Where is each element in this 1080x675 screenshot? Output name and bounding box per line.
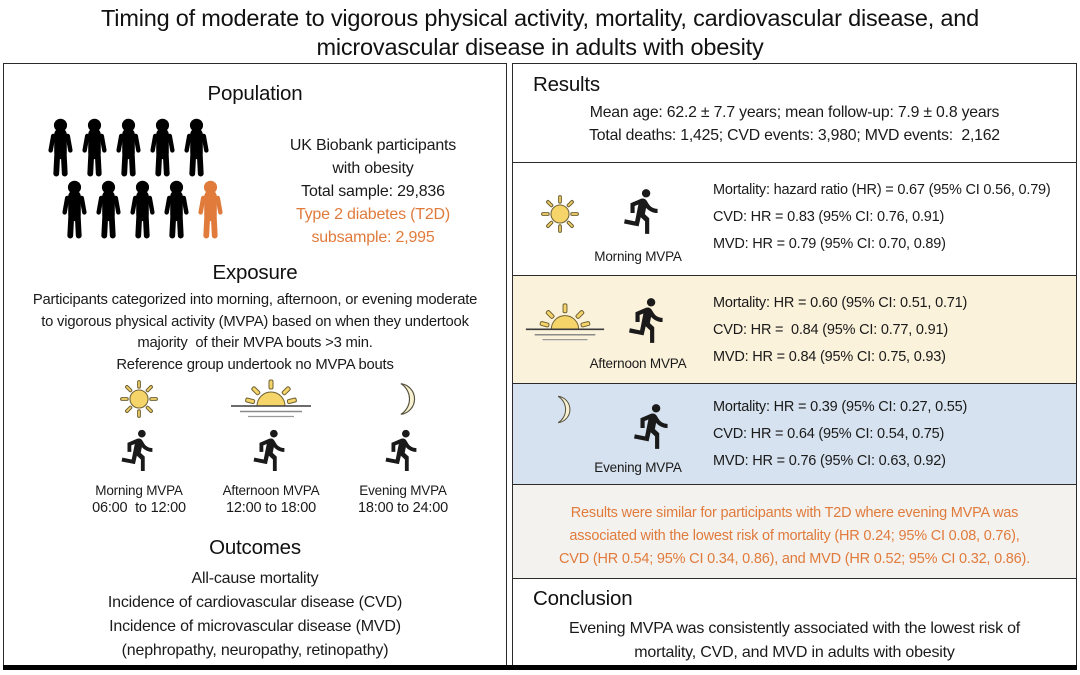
conclusion-heading: Conclusion xyxy=(533,587,633,611)
exposure-line: Participants categorized into morning, afternoon, or evening moderate xyxy=(32,292,478,308)
person-icon xyxy=(182,118,211,178)
outcomes-heading: Outcomes xyxy=(209,536,301,559)
hr-line: Mortality: hazard ratio (HR) = 0.67 (95% CI 0.56, 0.79) xyxy=(713,182,1051,199)
moon-icon xyxy=(388,381,418,417)
sunset-icon xyxy=(521,300,609,345)
pictogram-row-2 xyxy=(60,180,225,240)
hr-line: CVD: HR = 0.64 (95% CI: 0.54, 0.75) xyxy=(713,426,945,443)
t2d-note-line: associated with the lowest risk of mortality (HR 0.24; 95% CI 0.08, 0.76), xyxy=(569,528,1020,545)
results-summary-line: Mean age: 62.2 ± 7.7 years; mean follow-up: 7.9 ± 0.8 years xyxy=(589,104,1000,121)
conclusion-line: Evening MVPA was consistently associated with the lowest risk of xyxy=(568,620,1021,638)
runner-icon xyxy=(380,426,426,474)
title-line-1: Timing of moderate to vigorous physical activity, mortality, cardiovascular disease, and xyxy=(101,5,979,31)
outcome-line: All-cause mortality xyxy=(191,570,319,587)
results-panel xyxy=(512,63,1077,666)
figure-bottom-border xyxy=(3,665,1077,670)
period-evening xyxy=(337,376,469,516)
person-icon xyxy=(46,118,75,178)
sun-icon xyxy=(539,193,581,235)
sun-icon xyxy=(118,378,160,420)
hr-line: MVD: HR = 0.76 (95% CI: 0.63, 0.92) xyxy=(713,453,946,470)
hazard-ratio-lines xyxy=(713,290,1068,371)
hr-line: MVD: HR = 0.84 (95% CI: 0.75, 0.93) xyxy=(713,348,946,365)
population-description xyxy=(242,134,504,249)
exposure-description xyxy=(4,290,506,376)
population-line: UK Biobank participants xyxy=(289,137,457,154)
hazard-ratio-lines xyxy=(713,394,1068,475)
exposure-line: Reference group undertook no MVPA bouts xyxy=(116,356,394,373)
person-icon xyxy=(80,118,109,178)
period-label: Evening MVPA xyxy=(359,483,447,498)
period-time: 18:00 to 24:00 xyxy=(358,500,448,516)
conclusion-line: mortality, CVD, and MVD in adults with obesity xyxy=(634,644,955,662)
runner-icon xyxy=(628,400,678,452)
exposure-line: majority of their MVPA bouts >3 min. xyxy=(137,335,373,351)
hr-line: Mortality: HR = 0.60 (95% CI: 0.51, 0.71) xyxy=(713,294,968,311)
mvpa-periods xyxy=(34,376,508,516)
population-line: with obesity xyxy=(332,160,414,177)
period-label: Morning MVPA xyxy=(95,483,183,498)
t2d-subsample-note xyxy=(512,484,1077,579)
exposure-line: to vigorous physical activity (MVPA) based on when they undertook xyxy=(41,313,469,330)
period-time: 12:00 to 18:00 xyxy=(226,500,316,516)
population-t2d-line: Type 2 diabetes (T2D) xyxy=(295,206,451,223)
hr-line: CVD: HR = 0.83 (95% CI: 0.76, 0.91) xyxy=(713,209,945,226)
moon-icon xyxy=(547,394,573,425)
runner-icon xyxy=(623,294,673,346)
study-design-panel xyxy=(3,63,507,666)
result-row-label: Morning MVPA xyxy=(594,249,682,265)
period-morning xyxy=(73,376,205,516)
person-icon xyxy=(162,180,191,240)
runner-icon xyxy=(116,426,162,474)
runner-icon xyxy=(248,426,294,474)
period-afternoon xyxy=(205,376,337,516)
population-t2d-line: subsample: 2,995 xyxy=(311,229,435,246)
outcome-line: Incidence of cardiovascular disease (CVD) xyxy=(107,594,403,611)
results-summary xyxy=(513,101,1076,147)
result-row-label: Evening MVPA xyxy=(594,460,682,476)
result-row-label: Afternoon MVPA xyxy=(589,355,687,371)
population-heading: Population xyxy=(207,82,303,105)
runner-icon xyxy=(618,185,668,237)
person-icon xyxy=(114,118,143,178)
period-label: Afternoon MVPA xyxy=(222,483,320,498)
results-heading: Results xyxy=(533,73,600,96)
pictogram-row-1 xyxy=(46,118,225,178)
hr-line: Mortality: HR = 0.39 (95% CI: 0.27, 0.55) xyxy=(713,399,968,416)
period-time: 06:00 to 12:00 xyxy=(92,500,186,516)
title-line-2: microvascular disease in adults with obesity xyxy=(316,34,764,60)
results-summary-box xyxy=(512,63,1077,163)
outcome-line: (nephropathy, neuropathy, retinopathy) xyxy=(121,642,389,659)
conclusion-box xyxy=(512,578,1077,666)
person-icon-t2d xyxy=(196,180,225,240)
result-row-evening xyxy=(512,383,1077,485)
population-pictogram xyxy=(46,118,225,240)
exposure-heading: Exposure xyxy=(212,261,298,284)
page-title xyxy=(0,4,1080,62)
population-line: Total sample: 29,836 xyxy=(301,183,445,200)
conclusion-text xyxy=(513,617,1076,665)
person-icon xyxy=(60,180,89,240)
outcomes-description xyxy=(4,567,506,663)
result-row-morning xyxy=(512,162,1077,275)
hr-line: MVD: HR = 0.79 (95% CI: 0.70, 0.89) xyxy=(713,236,946,253)
t2d-note-line: CVD (HR 0.54; 95% CI 0.34, 0.86), and MVD (HR 0.52; 95% CI 0.32, 0.86). xyxy=(559,551,1030,568)
result-row-afternoon xyxy=(512,275,1077,384)
hr-line: CVD: HR = 0.84 (95% CI: 0.77, 0.91) xyxy=(713,321,948,338)
person-icon xyxy=(148,118,177,178)
sunset-icon xyxy=(226,376,316,422)
outcome-line: Incidence of microvascular disease (MVD) xyxy=(109,618,401,635)
person-icon xyxy=(128,180,157,240)
hazard-ratio-lines xyxy=(713,177,1068,258)
results-summary-line: Total deaths: 1,425; CVD events: 3,980; MVD events: 2,162 xyxy=(589,127,1000,144)
t2d-note-line: Results were similar for participants with T2D where evening MVPA was xyxy=(570,505,1019,522)
person-icon xyxy=(94,180,123,240)
